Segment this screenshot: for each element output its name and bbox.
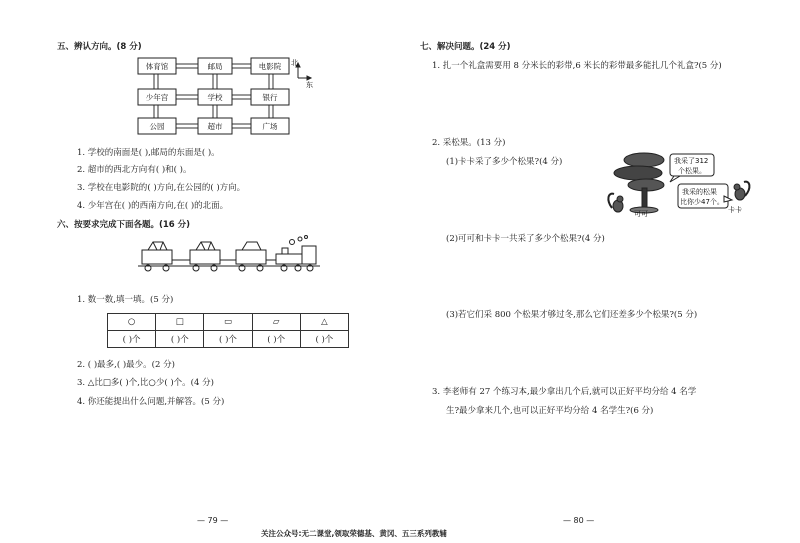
- sec6-question-1: 1. 数一数,填一填。(5 分): [77, 295, 174, 305]
- map-building: 邮局: [207, 62, 223, 71]
- bubble-1-line-2: 个松果。: [678, 167, 706, 175]
- sec7-question-1: 1. 扎一个礼盒需要用 8 分米长的彩带,6 米长的彩带最多能扎几个礼盒?(5 分): [432, 61, 722, 71]
- map-building: 银行: [262, 93, 278, 102]
- footer-note: 关注公众号:无二课堂,领取荣德基、黄冈、五三系列教辅: [261, 529, 447, 538]
- sec7-question-2-1: (1)卡卡采了多少个松果?(4 分): [446, 157, 563, 167]
- sec5-question-2: 2. 超市的西北方向有( )和( )。: [77, 165, 192, 175]
- count-blank[interactable]: ( )个: [300, 331, 348, 348]
- page-number-left: — 79 —: [197, 516, 229, 525]
- sec7-question-3-line-2: 生?最少拿来几个,也可以正好平均分给 4 名学生?(6 分): [446, 406, 654, 416]
- compass-east: 东: [306, 81, 313, 89]
- shape-rectangle-icon: ▭: [204, 314, 252, 331]
- map-building: 公园: [149, 122, 165, 131]
- section-7-title: 七、解决问题。(24 分): [420, 42, 511, 52]
- map-building: 学校: [207, 93, 223, 102]
- map-building: 广场: [262, 122, 278, 131]
- sec6-question-2: 2. ( )最多,( )最少。(2 分): [77, 360, 175, 370]
- count-blank[interactable]: ( )个: [156, 331, 204, 348]
- map-building: 少年宫: [145, 93, 169, 102]
- sec7-question-2: 2. 采松果。(13 分): [432, 138, 506, 148]
- direction-map: [136, 54, 336, 144]
- count-blank[interactable]: ( )个: [204, 331, 252, 348]
- shape-count-table: [107, 313, 349, 348]
- shape-square-icon: □: [156, 314, 204, 331]
- name-right: 卡卡: [728, 206, 742, 214]
- bubble-2-line-2: 比你少47个。: [680, 198, 724, 206]
- map-building: 超市: [207, 122, 223, 131]
- shape-circle-icon: ○: [108, 314, 156, 331]
- shape-triangle-icon: △: [300, 314, 348, 331]
- sec7-question-3-line-1: 3. 李老师有 27 个练习本,最少拿出几个后,就可以正好平均分给 4 名学: [432, 387, 697, 397]
- compass-icon: [296, 63, 311, 80]
- section-5-title: 五、辨认方向。(8 分): [57, 42, 142, 52]
- sec6-question-4: 4. 你还能提出什么问题,并解答。(5 分): [77, 397, 225, 407]
- pinecone-illustration: [606, 146, 752, 218]
- sec6-question-3: 3. △比□多( )个,比○少( )个。(4 分): [77, 378, 214, 388]
- bubble-1-line-1: 我采了312: [674, 157, 709, 165]
- count-blank[interactable]: ( )个: [252, 331, 300, 348]
- name-left: 可可: [634, 210, 648, 218]
- section-6-title: 六、按要求完成下面各题。(16 分): [57, 220, 191, 230]
- count-blank[interactable]: ( )个: [108, 331, 156, 348]
- sec5-question-1: 1. 学校的南面是( ),邮局的东面是( )。: [77, 148, 220, 158]
- shape-parallelogram-icon: ▱: [252, 314, 300, 331]
- squirrel-left-icon: [608, 194, 623, 212]
- squirrel-right-icon: [734, 182, 749, 200]
- bubble-2-line-1: 我采的松果: [682, 188, 717, 196]
- sec7-question-2-2: (2)可可和卡卡一共采了多少个松果?(4 分): [446, 234, 605, 244]
- compass-north: 北: [291, 59, 298, 67]
- sec5-question-3: 3. 学校在电影院的( )方向,在公园的( )方向。: [77, 183, 246, 193]
- map-building: 体育馆: [145, 62, 169, 71]
- train-figure: [134, 234, 324, 284]
- page-number-right: — 80 —: [563, 516, 595, 525]
- map-building: 电影院: [258, 62, 282, 71]
- sec5-question-4: 4. 少年宫在( )的西南方向,在( )的北面。: [77, 201, 229, 211]
- sec7-question-2-3: (3)若它们采 800 个松果才够过冬,那么它们还差多少个松果?(5 分): [446, 310, 698, 320]
